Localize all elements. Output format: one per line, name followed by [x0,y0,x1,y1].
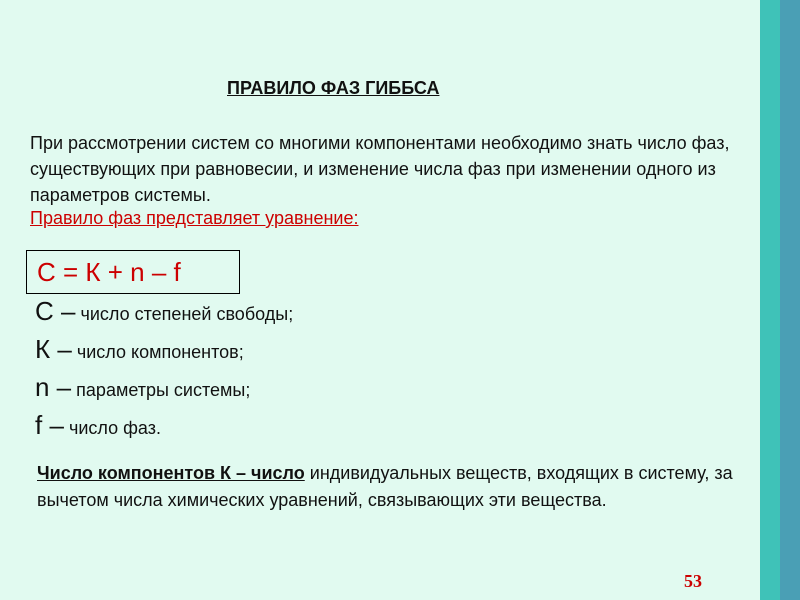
definition-text: параметры системы; [76,380,251,400]
components-note-lead: Число компонентов К – число [37,463,305,483]
definition-symbol: n – [35,372,72,402]
rule-statement: Правило фаз представляет уравнение: [30,208,359,228]
components-note [37,460,779,514]
intro-text: При рассмотрении систем со многими компонентами необходимо знать число фаз, существующих при равновесии, и изменение числа фаз при изменении одного из параметров системы. [30,133,730,205]
decorative-bar-steel [780,0,800,600]
definition-text: число фаз. [68,418,161,438]
definition-symbol: f – [35,410,64,440]
definition-text: число степеней свободы; [80,304,294,324]
definition-parameters [35,372,250,403]
definition-text: число компонентов; [76,342,244,362]
intro-paragraph [30,130,770,208]
slide-title: ПРАВИЛО ФАЗ ГИББСА [227,78,440,98]
page-number: 53 [684,571,702,591]
definition-symbol: К – [35,334,72,364]
definition-phases [35,410,161,441]
definition-symbol: С – [35,296,76,326]
components-note-rest: индивидуальных веществ, входящих в систему, за вычетом числа химических уравнений, связывающих эти вещества. [37,463,733,510]
definition-components [35,334,244,365]
definition-degrees-of-freedom [35,296,293,327]
formula-box: С = К + n – f [26,250,240,294]
